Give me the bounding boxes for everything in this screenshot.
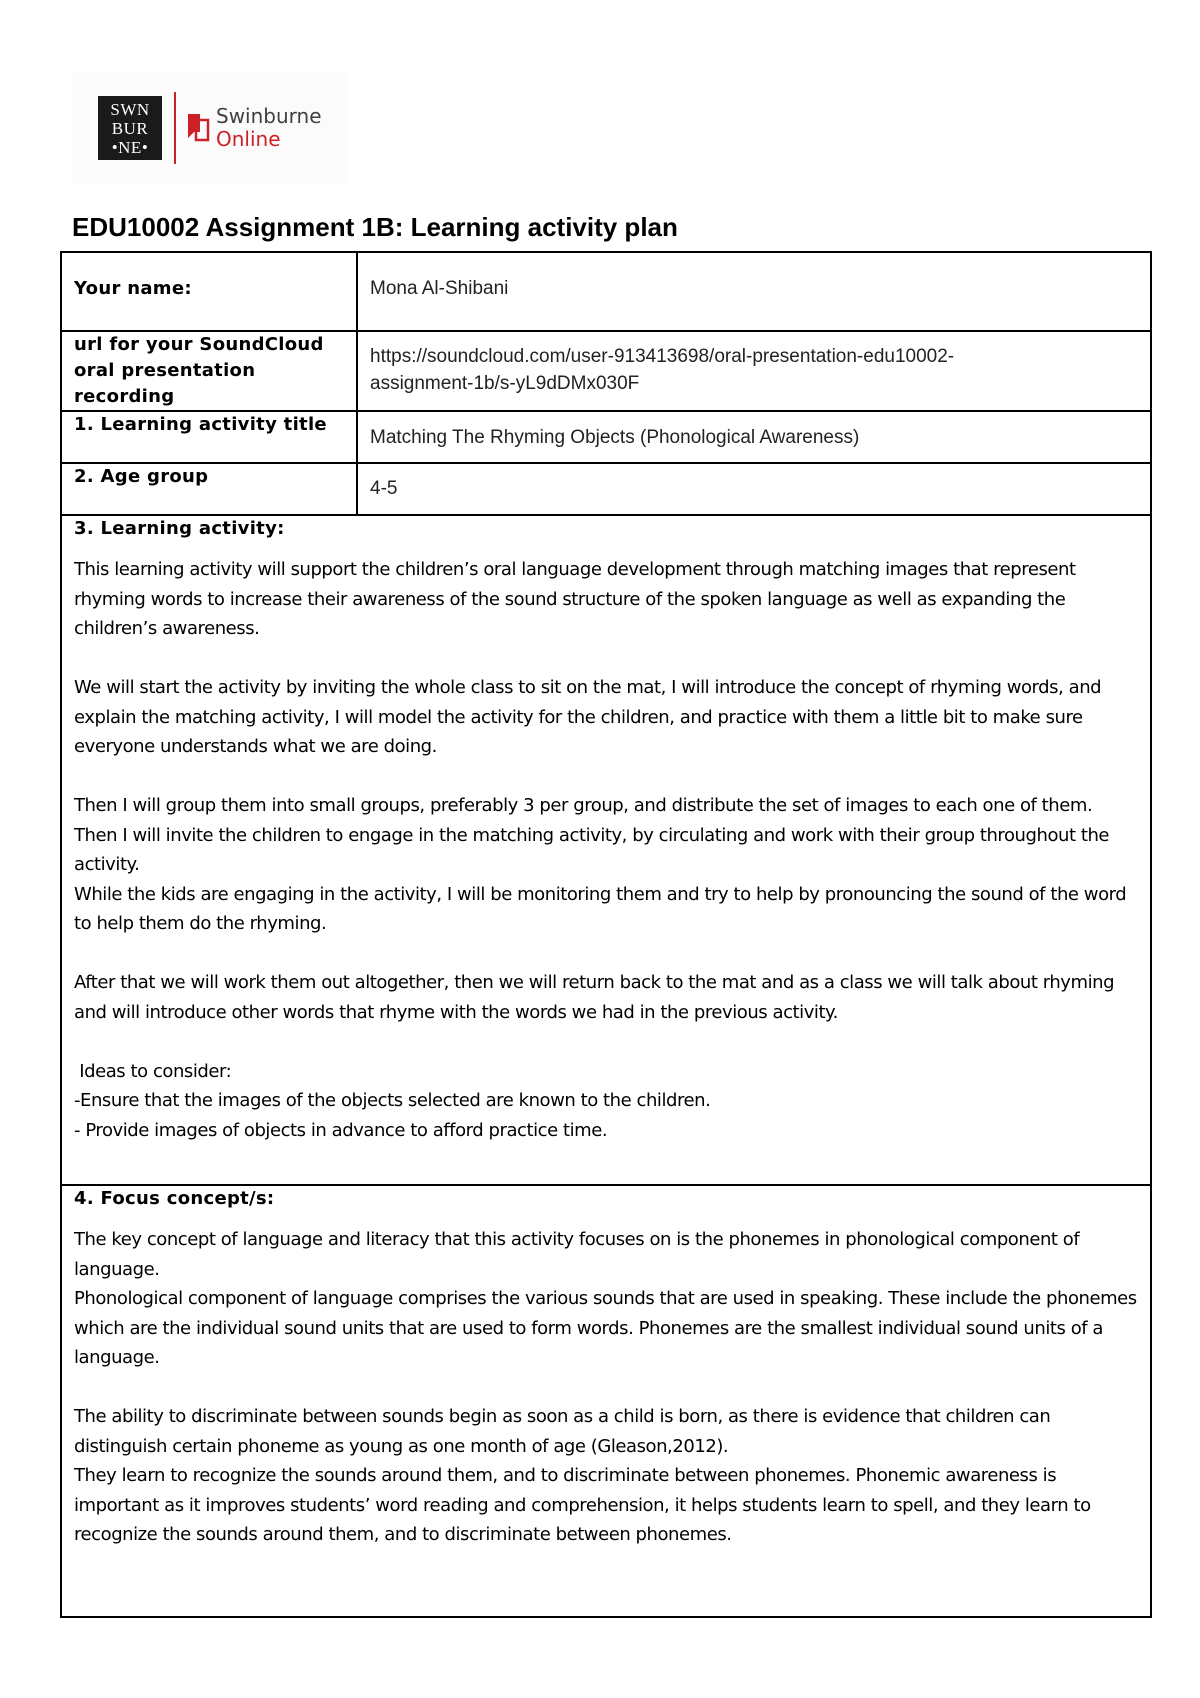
value-soundcloud-url-line2[interactable]: assignment-1b/s-yL9dDMx030F <box>370 373 640 394</box>
value-soundcloud-url-line1[interactable]: https://soundcloud.com/user-913413698/oral-presentation-edu10002- <box>370 346 955 367</box>
heading-learning-activity: 3. Learning activity: <box>74 518 285 539</box>
value-activity-title: Matching The Rhyming Objects (Phonological Awareness) <box>370 427 860 448</box>
row-activity-title <box>61 411 1151 463</box>
idea-item-1: -Ensure that the images of the objects selected are known to the children. <box>74 1090 711 1111</box>
row-soundcloud-url <box>61 331 1151 411</box>
learning-activity-paragraph-3: Then I will group them into small groups, preferably 3 per group, and distribute the set of images to each one of them. Then I will invite the children to engage in the matching activity, by circulating and work with their group throughout the activity. <box>74 795 1110 875</box>
row-focus-concepts <box>61 1185 1151 1617</box>
label-your-name: Your name: <box>74 278 192 299</box>
activity-plan-table <box>60 251 1152 1618</box>
brand-sub: Online <box>216 127 281 151</box>
learning-activity-paragraph-5: After that we will work them out altogether, then we will return back to the mat and as a class we will talk about rhyming and will introduce other words that rhyme with the words we had in the previous activity. <box>74 972 1115 1023</box>
swinburne-online-logo <box>72 72 348 184</box>
row-your-name <box>61 252 1151 331</box>
logo-divider <box>174 92 176 164</box>
focus-paragraph-4: They learn to recognize the sounds around them, and to discriminate between phonemes. Phonemic awareness is important as it improves students’ word reading and comprehension, it helps students learn to spell, and they learn to recognize the sounds around them, and to discriminate between phonemes. <box>74 1465 1091 1545</box>
ideas-heading: Ideas to consider: <box>74 1060 232 1082</box>
label-activity-title: 1. Learning activity title <box>74 414 327 435</box>
value-age-group: 4-5 <box>370 478 398 499</box>
row-age-group <box>61 463 1151 515</box>
swinburne-seal <box>98 96 162 160</box>
value-your-name: Mona Al-Shibani <box>370 278 509 299</box>
learning-activity-paragraph-2: We will start the activity by inviting the whole class to sit on the mat, I will introduce the concept of rhyming words, and explain the matching activity, I will model the activity for the children, and practice with them a little bit to make sure everyone understands what we are doing. <box>74 677 1102 757</box>
focus-paragraph-2: Phonological component of language comprises the various sounds that are used in speaking. These include the phonemes which are the individual sound units that are used to form words. Phonemes are the smallest individual sound units of a language. <box>74 1288 1137 1368</box>
label-age-group: 2. Age group <box>74 466 209 487</box>
seal-line-1: SWN <box>110 99 150 119</box>
row-learning-activity <box>61 515 1151 1185</box>
idea-item-2: - Provide images of objects in advance to afford practice time. <box>74 1119 608 1141</box>
brand-name: Swinburne <box>216 104 322 128</box>
focus-paragraph-3: The ability to discriminate between sounds begin as soon as a child is born, as there is evidence that children can distinguish certain phoneme as young as one month of age (Gleason,2012). <box>74 1406 1051 1457</box>
learning-activity-paragraph-1: This learning activity will support the children’s oral language development through matching images that represent rhyming words to increase their awareness of the sound structure of the spoken language as well as expanding the children’s awareness. <box>74 559 1076 639</box>
heading-focus-concepts: 4. Focus concept/s: <box>74 1188 275 1209</box>
seal-line-2: BUR <box>111 118 149 138</box>
focus-paragraph-1: The key concept of language and literacy that this activity focuses on is the phonemes in phonological component of language. <box>74 1229 1080 1280</box>
brand-wordmark <box>216 105 322 151</box>
learning-activity-paragraph-4: While the kids are engaging in the activity, I will be monitoring them and try to help by pronouncing the sound of the word to help them do the rhyming. <box>74 883 1127 934</box>
seal-line-3: •NE• <box>111 137 149 157</box>
label-soundcloud-url: url for your SoundCloud oral presentation recording <box>74 334 324 407</box>
speech-bubble-icon <box>186 112 210 144</box>
document-title: EDU10002 Assignment 1B: Learning activity plan <box>72 212 678 242</box>
